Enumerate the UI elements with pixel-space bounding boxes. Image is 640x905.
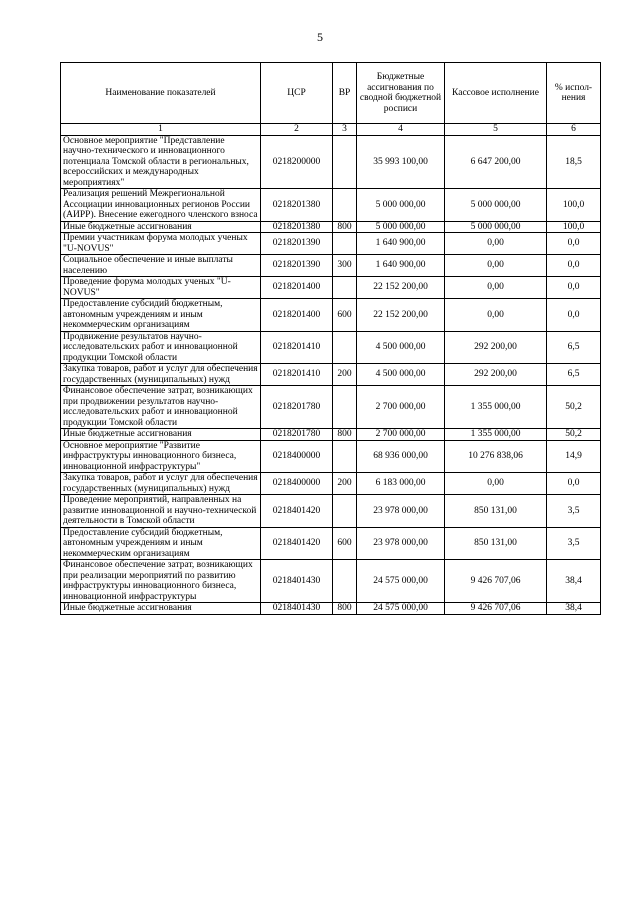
cell-csr: 0218201380 (261, 189, 333, 222)
cell-name: Проведение мероприятий, направленных на развитие инновационной и научно-технической деятельности в Томской области (61, 495, 261, 528)
header-cash: Кассовое исполнение (445, 63, 547, 124)
table-body (61, 135, 601, 614)
cell-cash: 850 131,00 (445, 495, 547, 528)
cell-vr: 800 (333, 221, 357, 233)
header-name: Наименование показателей (61, 63, 261, 124)
table-row (61, 603, 601, 615)
cell-vr (333, 331, 357, 364)
cell-budget: 6 183 000,00 (357, 473, 445, 495)
cell-csr: 0218201410 (261, 331, 333, 364)
cell-budget: 2 700 000,00 (357, 429, 445, 441)
cell-vr: 800 (333, 429, 357, 441)
cell-budget: 23 978 000,00 (357, 495, 445, 528)
cell-csr: 0218201780 (261, 429, 333, 441)
cell-percent: 18,5 (547, 135, 601, 189)
cell-budget: 5 000 000,00 (357, 189, 445, 222)
column-number-row (61, 124, 601, 136)
column-number: 4 (357, 124, 445, 136)
table-row (61, 221, 601, 233)
cell-name: Основное мероприятие "Развитие инфраструктуры инновационного бизнеса, инновационной инфраструктуры" (61, 440, 261, 473)
table-row (61, 386, 601, 429)
cell-name: Закупка товаров, работ и услуг для обеспечения государственных (муниципальных) нужд (61, 473, 261, 495)
cell-percent: 0,0 (547, 277, 601, 299)
cell-cash: 850 131,00 (445, 527, 547, 560)
cell-csr: 0218201400 (261, 277, 333, 299)
cell-name: Предоставление субсидий бюджетным, автономным учреждениям и иным некоммерческим организациям (61, 299, 261, 332)
table-row (61, 299, 601, 332)
table-row (61, 135, 601, 189)
table-row (61, 255, 601, 277)
cell-percent: 3,5 (547, 495, 601, 528)
cell-percent: 38,4 (547, 560, 601, 603)
cell-percent: 6,5 (547, 364, 601, 386)
cell-percent: 14,9 (547, 440, 601, 473)
cell-budget: 24 575 000,00 (357, 603, 445, 615)
cell-cash: 292 200,00 (445, 364, 547, 386)
cell-vr: 300 (333, 255, 357, 277)
cell-cash: 1 355 000,00 (445, 429, 547, 441)
cell-vr (333, 233, 357, 255)
cell-percent: 6,5 (547, 331, 601, 364)
cell-csr: 0218400000 (261, 440, 333, 473)
header-percent: % испол-нения (547, 63, 601, 124)
cell-name: Продвижение результатов научно-исследовательских работ и инновационной продукции Томской области (61, 331, 261, 364)
cell-name: Закупка товаров, работ и услуг для обеспечения государственных (муниципальных) нужд (61, 364, 261, 386)
cell-vr: 600 (333, 527, 357, 560)
table-row (61, 473, 601, 495)
table-row (61, 495, 601, 528)
cell-budget: 5 000 000,00 (357, 221, 445, 233)
cell-budget: 4 500 000,00 (357, 364, 445, 386)
cell-percent: 0,0 (547, 233, 601, 255)
cell-name: Реализация решений Межрегиональной Ассоциации инновационных регионов России (АИРР). Внесение ежегодного членского взноса (61, 189, 261, 222)
cell-name: Премии участникам форума молодых ученых "U-NOVUS" (61, 233, 261, 255)
cell-cash: 0,00 (445, 299, 547, 332)
cell-percent: 0,0 (547, 473, 601, 495)
cell-csr: 0218401430 (261, 603, 333, 615)
cell-percent: 0,0 (547, 299, 601, 332)
cell-percent: 50,2 (547, 429, 601, 441)
table-row (61, 440, 601, 473)
cell-cash: 10 276 838,06 (445, 440, 547, 473)
cell-csr: 0218201780 (261, 386, 333, 429)
cell-cash: 0,00 (445, 473, 547, 495)
table-row (61, 189, 601, 222)
cell-csr: 0218201390 (261, 255, 333, 277)
column-number: 2 (261, 124, 333, 136)
table-header-row (61, 63, 601, 124)
cell-name: Финансовое обеспечение затрат, возникающих при продвижении результатов научно-исследовательских работ и инновационной продукции Томской области (61, 386, 261, 429)
table-row (61, 429, 601, 441)
cell-csr: 0218400000 (261, 473, 333, 495)
cell-csr: 0218401430 (261, 560, 333, 603)
cell-cash: 6 647 200,00 (445, 135, 547, 189)
cell-name: Предоставление субсидий бюджетным, автономным учреждениям и иным некоммерческим организациям (61, 527, 261, 560)
cell-budget: 35 993 100,00 (357, 135, 445, 189)
column-number: 6 (547, 124, 601, 136)
budget-execution-table (60, 62, 601, 615)
cell-budget: 68 936 000,00 (357, 440, 445, 473)
cell-cash: 5 000 000,00 (445, 221, 547, 233)
table-row (61, 560, 601, 603)
cell-name: Социальное обеспечение и иные выплаты населению (61, 255, 261, 277)
cell-vr (333, 386, 357, 429)
cell-budget: 22 152 200,00 (357, 277, 445, 299)
cell-name: Основное мероприятие "Представление научно-технического и инновационного потенциала Томской области в региональных, всероссийских и международных мероприятиях" (61, 135, 261, 189)
cell-percent: 38,4 (547, 603, 601, 615)
cell-percent: 0,0 (547, 255, 601, 277)
cell-budget: 24 575 000,00 (357, 560, 445, 603)
cell-vr: 200 (333, 473, 357, 495)
cell-name: Иные бюджетные ассигнования (61, 429, 261, 441)
cell-csr: 0218201380 (261, 221, 333, 233)
cell-budget: 22 152 200,00 (357, 299, 445, 332)
cell-csr: 0218401420 (261, 495, 333, 528)
cell-csr: 0218201390 (261, 233, 333, 255)
cell-cash: 5 000 000,00 (445, 189, 547, 222)
column-number: 3 (333, 124, 357, 136)
cell-budget: 1 640 900,00 (357, 233, 445, 255)
cell-budget: 4 500 000,00 (357, 331, 445, 364)
table-row (61, 233, 601, 255)
cell-name: Проведение форума молодых ученых "U-NOVUS" (61, 277, 261, 299)
cell-vr (333, 495, 357, 528)
cell-cash: 0,00 (445, 255, 547, 277)
column-number: 1 (61, 124, 261, 136)
table-row (61, 364, 601, 386)
cell-cash: 0,00 (445, 233, 547, 255)
cell-budget: 2 700 000,00 (357, 386, 445, 429)
table-row (61, 277, 601, 299)
cell-cash: 0,00 (445, 277, 547, 299)
cell-vr (333, 560, 357, 603)
cell-budget: 1 640 900,00 (357, 255, 445, 277)
cell-percent: 100,0 (547, 221, 601, 233)
cell-vr (333, 277, 357, 299)
table-row (61, 527, 601, 560)
cell-cash: 292 200,00 (445, 331, 547, 364)
cell-cash: 1 355 000,00 (445, 386, 547, 429)
cell-vr (333, 135, 357, 189)
column-number: 5 (445, 124, 547, 136)
cell-csr: 0218200000 (261, 135, 333, 189)
cell-cash: 9 426 707,06 (445, 560, 547, 603)
cell-csr: 0218401420 (261, 527, 333, 560)
cell-percent: 100,0 (547, 189, 601, 222)
cell-budget: 23 978 000,00 (357, 527, 445, 560)
cell-percent: 50,2 (547, 386, 601, 429)
cell-vr (333, 440, 357, 473)
cell-vr (333, 189, 357, 222)
table-row (61, 331, 601, 364)
cell-vr: 200 (333, 364, 357, 386)
header-budget: Бюджетные ассигнования по сводной бюджетной росписи (357, 63, 445, 124)
cell-vr: 800 (333, 603, 357, 615)
cell-name: Иные бюджетные ассигнования (61, 603, 261, 615)
cell-vr: 600 (333, 299, 357, 332)
header-vr: ВР (333, 63, 357, 124)
cell-cash: 9 426 707,06 (445, 603, 547, 615)
cell-name: Финансовое обеспечение затрат, возникающих при реализации мероприятий по развитию инфраструктуры инновационного бизнеса, инновационной инфраструктуры (61, 560, 261, 603)
cell-name: Иные бюджетные ассигнования (61, 221, 261, 233)
cell-csr: 0218201400 (261, 299, 333, 332)
cell-percent: 3,5 (547, 527, 601, 560)
page-number: 5 (317, 30, 323, 44)
cell-csr: 0218201410 (261, 364, 333, 386)
header-csr: ЦСР (261, 63, 333, 124)
